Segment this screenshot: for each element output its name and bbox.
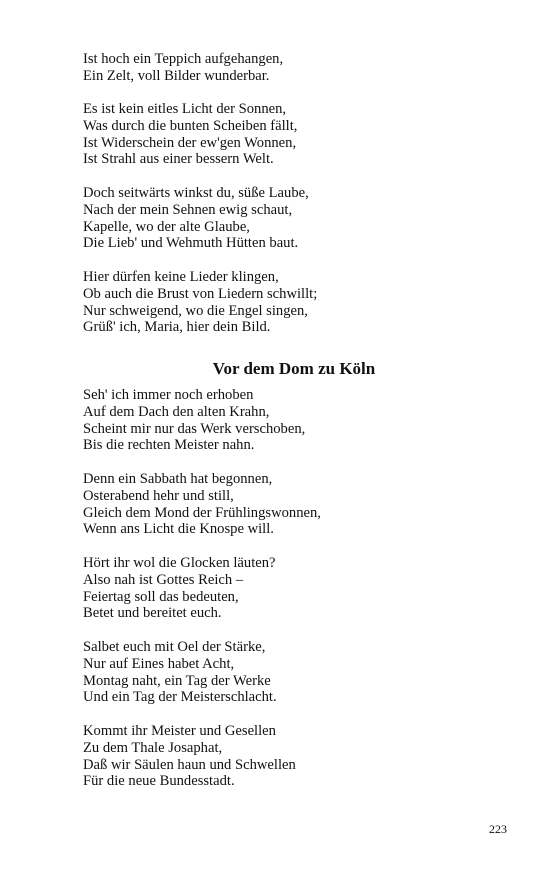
verse-line: Für die neue Bundesstadt. [83,773,235,790]
verse-line: Hört ihr wol die Glocken läuten? [83,555,276,571]
stanza [83,723,296,790]
page-number: 223 [489,822,507,836]
verse-line: Betet und bereitet euch. [83,605,222,622]
verse-line: Also nah ist Gottes Reich – [83,571,244,588]
stanza [83,639,277,706]
stanza [83,555,276,622]
verse-line: Scheint mir nur das Werk verschoben, [83,420,306,437]
verse-line: Ist Strahl aus einer bessern Welt. [83,151,274,168]
verse-line: Und ein Tag der Meisterschlacht. [83,689,277,706]
verse-line: Osterabend hehr und still, [83,487,234,504]
verse-line: Nur auf Eines habet Acht, [83,655,235,672]
poem-title: Vor dem Dom zu Köln [212,359,376,378]
verse-line: Kommt ihr Meister und Gesellen [83,723,276,739]
verse-line: Nach der mein Sehnen ewig schaut, [83,201,293,218]
stanza [83,101,297,168]
verse-line: Die Lieb' und Wehmuth Hütten baut. [83,235,299,252]
stanza [83,387,305,454]
verse-line: Es ist kein eitles Licht der Sonnen, [83,101,287,117]
verse-line: Zu dem Thale Josaphat, [83,739,223,756]
verse-line: Hier dürfen keine Lieder klingen, [83,269,279,285]
verse-line: Kapelle, wo der alte Glaube, [83,218,250,235]
verse-line: Daß wir Säulen haun und Schwellen [83,756,296,773]
stanza [83,269,317,336]
verse-line: Grüß' ich, Maria, hier dein Bild. [83,319,271,336]
verse-line: Salbet euch mit Oel der Stärke, [83,639,266,655]
verse-line: Ist Widerschein der ew'gen Wonnen, [83,134,297,151]
stanza [83,471,321,538]
verse-line: Was durch die bunten Scheiben fällt, [83,117,298,134]
verse-line: Seh' ich immer noch erhoben [83,387,254,403]
verse-line: Doch seitwärts winkst du, süße Laube, [83,185,309,201]
verse-line: Denn ein Sabbath hat begonnen, [83,471,273,487]
stanza [83,185,309,252]
verse-line: Auf dem Dach den alten Krahn, [83,403,270,420]
verse-line: Gleich dem Mond der Frühlingswonnen, [83,504,321,521]
verse-line: Ein Zelt, voll Bilder wunderbar. [83,67,270,84]
verse-line: Ist hoch ein Teppich aufgehangen, [83,51,284,67]
verse-line: Nur schweigend, wo die Engel singen, [83,302,308,319]
stanza [83,51,283,85]
verse-line: Wenn ans Licht die Knospe will. [83,521,274,538]
verse-line: Feiertag soll das bedeuten, [83,588,239,605]
verse-line: Bis die rechten Meister nahn. [83,437,255,454]
verse-line: Ob auch die Brust von Liedern schwillt; [83,285,318,302]
verse-line: Montag naht, ein Tag der Werke [83,672,271,689]
